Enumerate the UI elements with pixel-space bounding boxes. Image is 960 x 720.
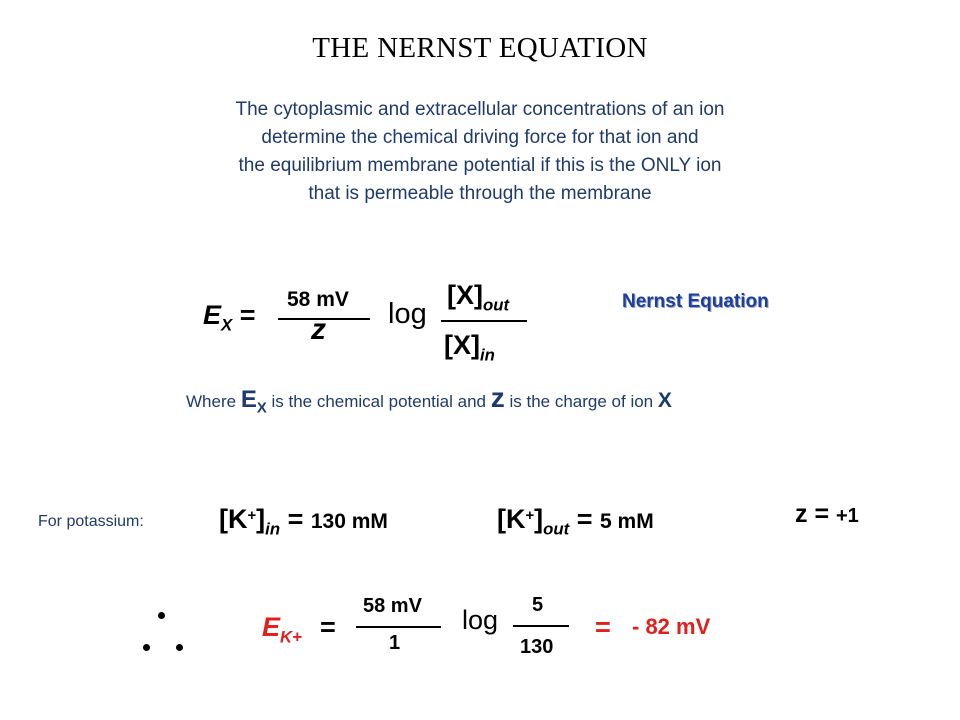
result-ratio-top: 5 — [532, 594, 544, 616]
conc-fraction-bar — [441, 320, 527, 322]
k-in-expression — [219, 504, 388, 539]
result-lhs-symbol: E — [262, 612, 281, 642]
equation-lhs — [203, 300, 255, 335]
potassium-label: For potassium: — [38, 513, 144, 530]
k-out-bracket: [K — [497, 504, 526, 534]
k-in-subscript: in — [265, 519, 281, 539]
intro-line-3: the equilibrium membrane potential if this is the ONLY ion — [238, 155, 722, 176]
page-title: THE NERNST EQUATION — [312, 32, 648, 64]
result-numerator: 58 mV — [363, 595, 422, 617]
result-log: log — [462, 605, 499, 635]
k-out-superscript: + — [525, 507, 535, 524]
k-in-value: 130 mM — [310, 510, 388, 533]
k-in-equals: = — [287, 504, 304, 534]
k-out-subscript: out — [543, 519, 570, 539]
k-out-close: ] — [534, 504, 544, 534]
k-out-equals: = — [576, 504, 593, 534]
where-e-symbol — [240, 386, 267, 417]
k-in-superscript: + — [247, 507, 257, 524]
nernst-equation-label: Nernst Equation — [622, 291, 769, 312]
where-line — [186, 382, 672, 417]
conc-in — [444, 330, 495, 365]
equation-log: log — [388, 298, 427, 330]
result-ratio-bottom: 130 — [520, 636, 554, 658]
where-middle: is the chemical potential and — [271, 392, 487, 411]
equation-numerator: 58 mV — [287, 288, 349, 311]
conc-in-bracket: [X] — [444, 330, 480, 360]
conc-out-subscript: out — [483, 295, 510, 315]
where-suffix: is the charge of ion — [509, 392, 654, 411]
lhs-subscript: X — [221, 315, 233, 335]
result-value: - 82 mV — [632, 614, 711, 639]
result-equals: = — [595, 612, 611, 642]
intro-paragraph — [100, 96, 860, 208]
intro-line-4: that is permeable through the membrane — [308, 183, 652, 204]
result-fraction-bar — [356, 626, 441, 628]
where-z-symbol: z — [490, 382, 505, 413]
k-out-value: 5 mM — [600, 510, 654, 533]
intro-line-1: The cytoplasmic and extracellular concentrations of an ion — [235, 99, 725, 120]
z-expression — [795, 500, 859, 529]
where-e-letter: E — [240, 386, 257, 413]
result-denominator: 1 — [389, 632, 401, 654]
lhs-equals: = — [239, 300, 256, 330]
k-in-close: ] — [256, 504, 266, 534]
k-in-bracket: [K — [219, 504, 248, 534]
where-prefix: Where — [186, 392, 237, 411]
result-ratio-bar — [513, 625, 569, 627]
equation-denominator: z — [311, 313, 326, 346]
z-value: +1 — [836, 505, 859, 527]
lhs-symbol: E — [203, 300, 222, 330]
conc-out — [447, 280, 509, 315]
where-x-symbol: X — [657, 389, 672, 412]
conc-out-bracket: [X] — [447, 280, 483, 310]
z-label: z = — [795, 500, 830, 528]
result-lhs-equals: = — [320, 612, 336, 642]
k-out-expression — [497, 504, 654, 539]
conc-in-subscript: in — [480, 345, 495, 365]
intro-line-2: determine the chemical driving force for that ion and — [261, 127, 699, 148]
result-lhs — [262, 612, 302, 647]
result-lhs-subscript: K+ — [280, 627, 302, 647]
where-e-subscript: X — [256, 400, 267, 417]
